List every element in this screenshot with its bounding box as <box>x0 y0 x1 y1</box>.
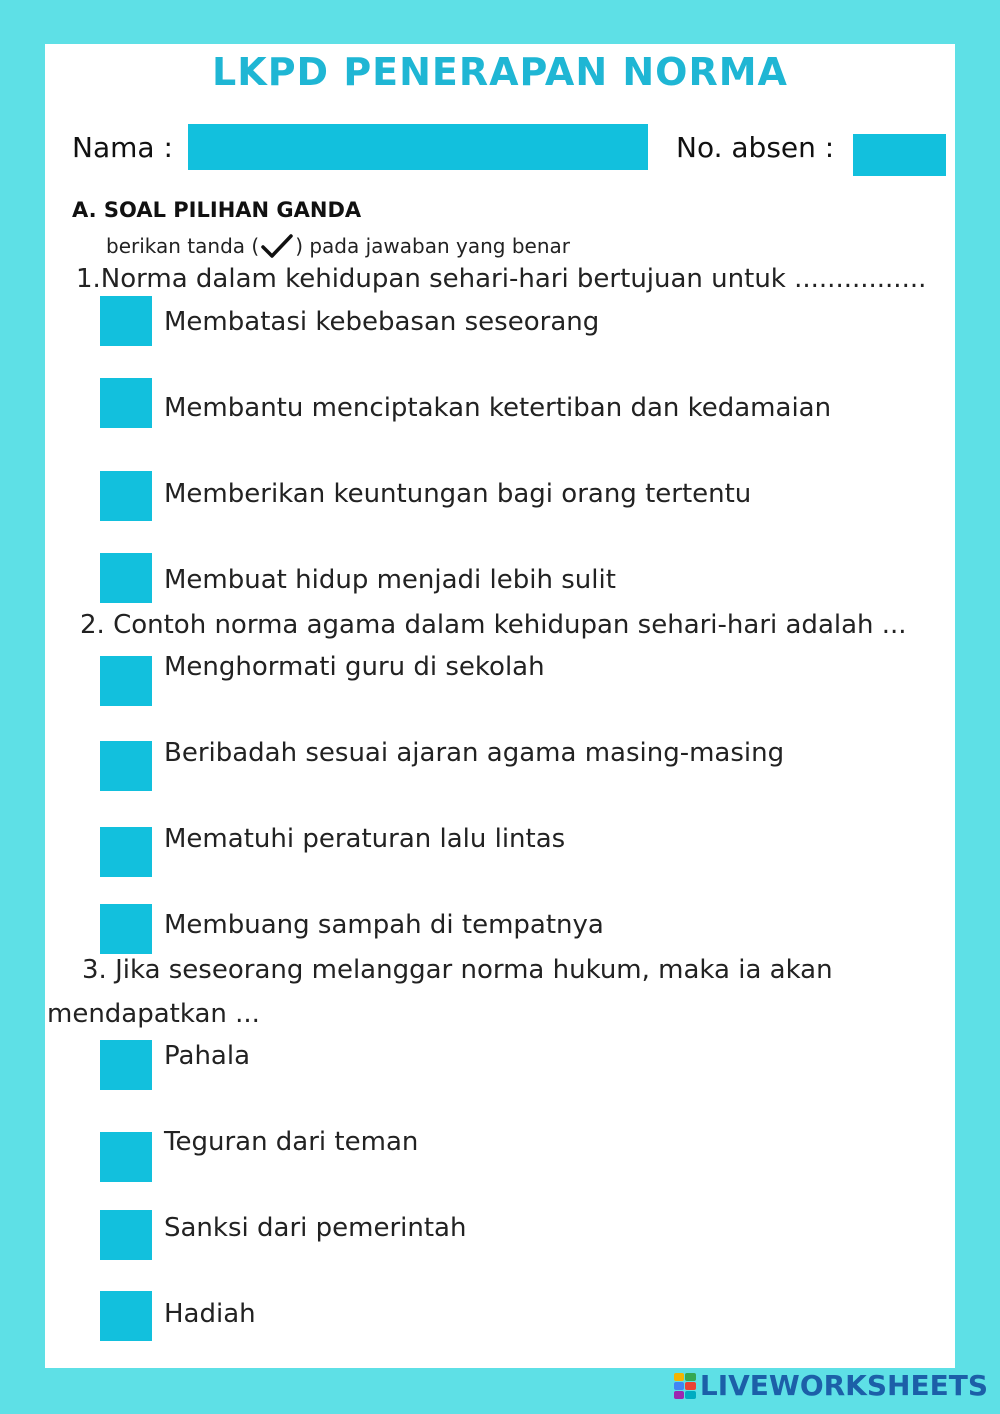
q1-option-4-checkbox[interactable] <box>100 553 152 603</box>
question-3-text-line-2: mendapatkan ... <box>47 999 260 1029</box>
q3-option-4-checkbox[interactable] <box>100 1291 152 1341</box>
q2-option-4-checkbox[interactable] <box>100 904 152 954</box>
question-3-text-line-1: 3. Jika seseorang melanggar norma hukum, maka ia akan <box>82 955 833 985</box>
name-label: Nama : <box>72 131 173 164</box>
question-1-text: 1.Norma dalam kehidupan sehari-hari bertujuan untuk ................ <box>76 264 927 294</box>
checkmark-icon <box>260 233 294 259</box>
q2-option-1-checkbox[interactable] <box>100 656 152 706</box>
q1-option-3-label: Memberikan keuntungan bagi orang tertentu <box>164 479 752 509</box>
q1-option-2-label: Membantu menciptakan ketertiban dan kedamaian <box>164 393 832 423</box>
q3-option-3-label: Sanksi dari pemerintah <box>164 1213 467 1243</box>
liveworksheets-logo-icon <box>674 1373 696 1399</box>
section-title: A. SOAL PILIHAN GANDA <box>72 198 362 222</box>
page-title: LKPD PENERAPAN NORMA <box>212 50 788 94</box>
q2-option-2-label: Beribadah sesuai ajaran agama masing-masing <box>164 738 785 768</box>
instruction-text-before: berikan tanda ( <box>106 234 260 258</box>
q2-option-1-label: Menghormati guru di sekolah <box>164 652 545 682</box>
q3-option-2-checkbox[interactable] <box>100 1132 152 1182</box>
q2-option-2-checkbox[interactable] <box>100 741 152 791</box>
instruction <box>106 233 570 259</box>
q2-option-4-label: Membuang sampah di tempatnya <box>164 910 604 940</box>
instruction-text-after: ) pada jawaban yang benar <box>295 234 570 258</box>
absen-label: No. absen : <box>676 131 835 164</box>
absen-input[interactable] <box>853 134 946 176</box>
q3-option-1-checkbox[interactable] <box>100 1040 152 1090</box>
liveworksheets-text: LIVEWORKSHEETS <box>699 1369 988 1402</box>
name-input[interactable] <box>188 124 648 170</box>
q3-option-4-label: Hadiah <box>164 1299 256 1329</box>
liveworksheets-brand[interactable] <box>674 1369 988 1402</box>
q3-option-1-label: Pahala <box>164 1041 251 1071</box>
question-2-text: 2. Contoh norma agama dalam kehidupan sehari-hari adalah ... <box>80 610 907 640</box>
q3-option-3-checkbox[interactable] <box>100 1210 152 1260</box>
q1-option-4-label: Membuat hidup menjadi lebih sulit <box>164 565 616 595</box>
q1-option-3-checkbox[interactable] <box>100 471 152 521</box>
q2-option-3-label: Mematuhi peraturan lalu lintas <box>164 824 566 854</box>
q1-option-1-label: Membatasi kebebasan seseorang <box>164 307 600 337</box>
q1-option-1-checkbox[interactable] <box>100 296 152 346</box>
q3-option-2-label: Teguran dari teman <box>164 1127 419 1157</box>
q1-option-2-checkbox[interactable] <box>100 378 152 428</box>
q2-option-3-checkbox[interactable] <box>100 827 152 877</box>
